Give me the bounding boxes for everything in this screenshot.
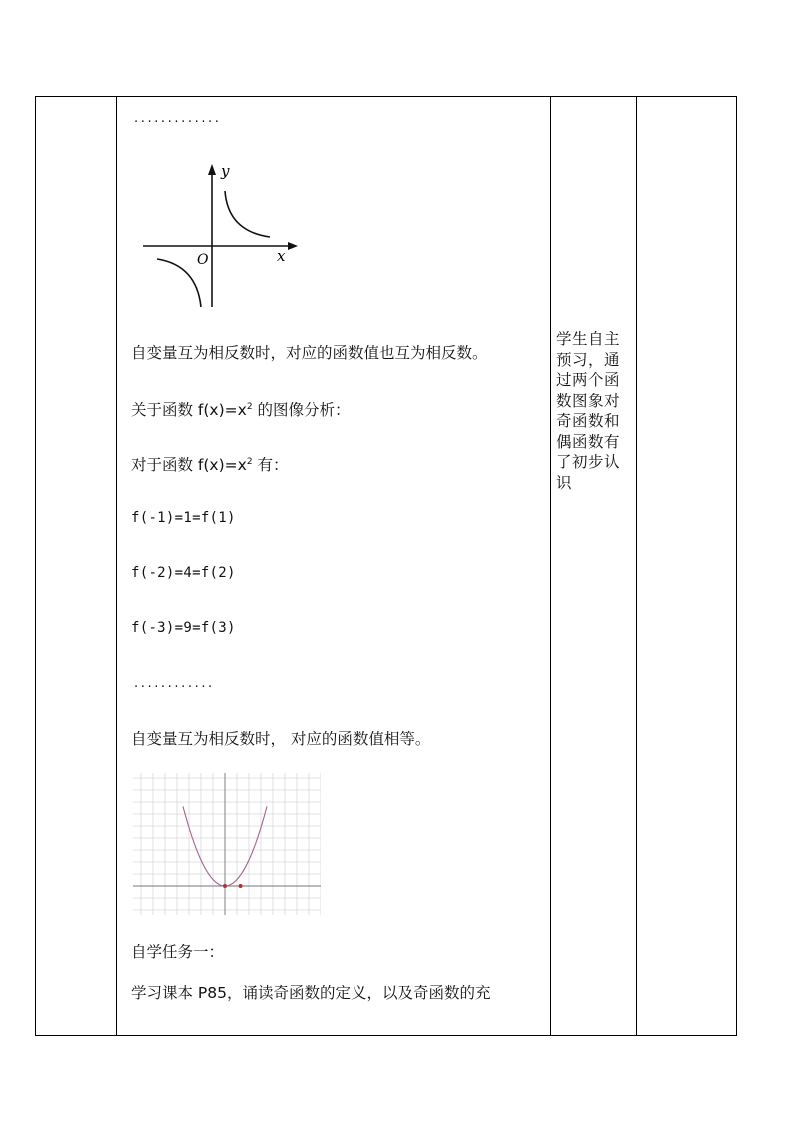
equation-3: f(-3)=9=f(3) [131,620,236,636]
column-divider-2 [550,97,551,1035]
parabola-graph [133,773,321,915]
data-point [239,884,243,888]
exponent: 2 [246,402,253,412]
column-divider-3 [636,97,637,1035]
exponent: 2 [246,457,253,467]
equation-1: f(-1)=1=f(1) [131,510,236,526]
text-line-2-prefix: 关于函数 f(x)=x [131,401,247,419]
lesson-table [35,96,737,1036]
text-line-4: 自变量互为相反数时， 对应的函数值相等。 [131,730,431,748]
origin-label: O [197,252,209,268]
side-note: 学生自主预习，通过两个函数图象对奇函数和偶函数有了初步认识 [556,330,621,492]
y-axis-label: y [221,162,230,180]
column-divider-1 [116,97,117,1035]
ellipsis-dots: ............. [134,111,222,126]
main-content-cell [125,97,550,1035]
equation-2: f(-2)=4=f(2) [131,565,236,581]
text-line-3-prefix: 对于函数 f(x)=x [131,456,247,474]
text-line-3 [131,452,288,475]
text-line-2-suffix: 的图像分析： [252,401,351,419]
text-line-2 [131,397,350,420]
text-line-1: 自变量互为相反数时，对应的函数值也互为相反数。 [131,344,488,362]
text-line-3-suffix: 有： [252,456,289,474]
data-point [223,884,227,888]
task-title: 自学任务一： [131,943,225,961]
task-text: 学习课本 P85，诵读奇函数的定义，以及奇函数的充 [131,984,491,1002]
x-axis-label: x [277,247,286,265]
ellipsis-dots: ............ [134,676,215,691]
hyperbola-graph [143,157,313,322]
